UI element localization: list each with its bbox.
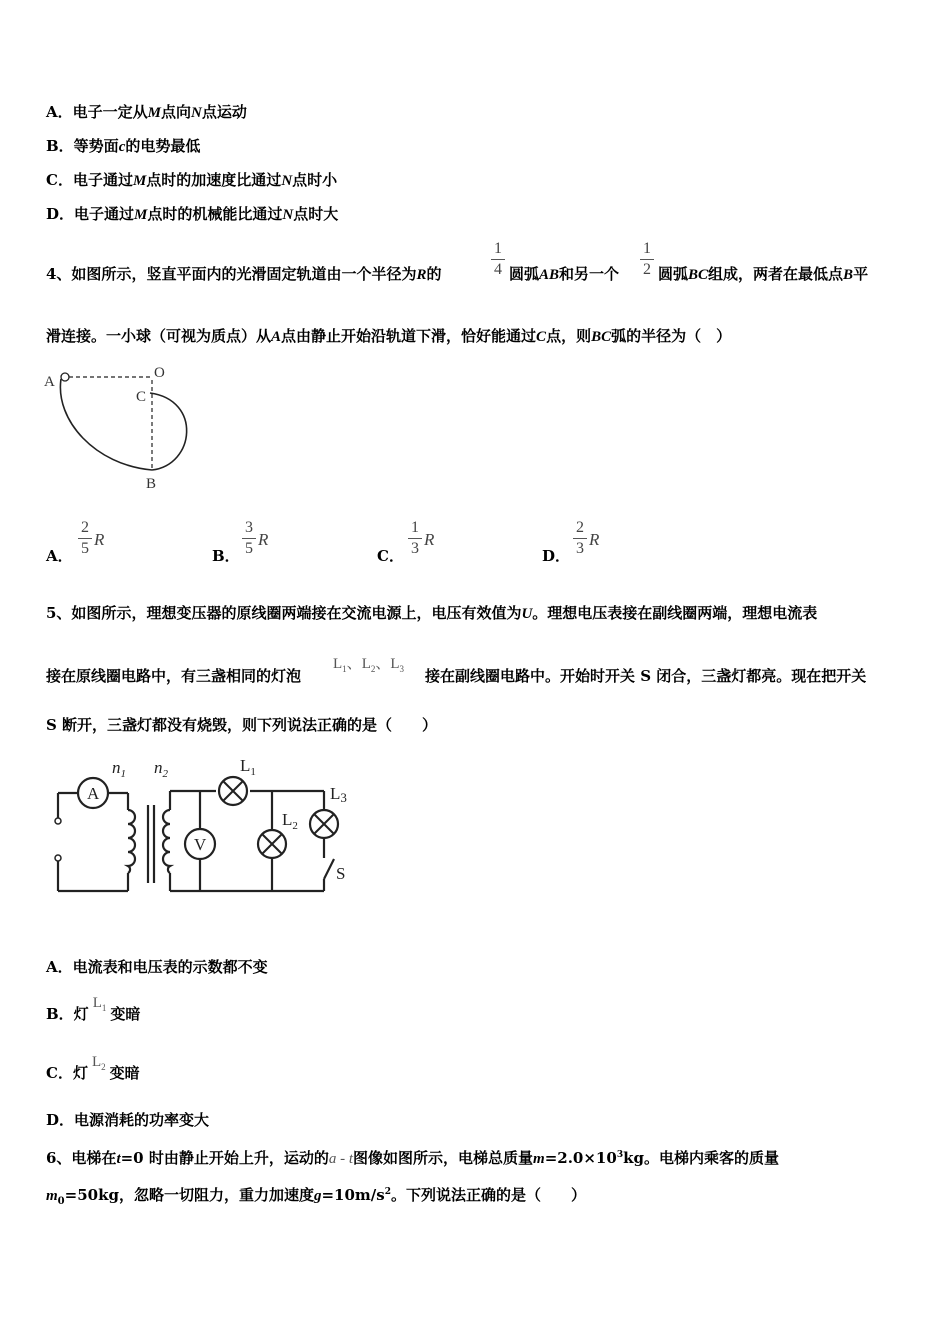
q5-lamp-l3: [310, 810, 338, 838]
q4-label-b: B: [146, 476, 157, 492]
q4-label-c: C: [136, 389, 147, 405]
q4-ball: [61, 373, 69, 381]
q5-option-d: D．电源消耗的功率变大: [46, 1111, 210, 1129]
q4-option-b-fraction: 3 5: [242, 519, 256, 558]
q5-lamp-l2: [258, 830, 286, 858]
q4-label-a: A: [44, 374, 55, 390]
q4-option-d-var: R: [589, 530, 600, 549]
q5-stem-line3: S 断开，三盏灯都没有烧毁，则下列说法正确的是（ ）: [46, 716, 438, 734]
q4-track-figure: [40, 360, 210, 495]
q5-option-c: C．灯$L_2$ 变暗: [46, 1054, 140, 1082]
q4-option-a-var: R: [94, 530, 105, 549]
q6-stem-line2: $m_0=50kg$，忽略一切阻力，重力加速度$g=10m/s^2$。下列说法正确的是（ ）: [46, 1186, 586, 1207]
q3-option-b: B．等势面c的电势最低: [46, 137, 201, 155]
q4-stem-line2: 滑连接。一小球（可视为质点）从A点由静止开始沿轨道下滑，恰好能通过C点，则BC弧的半径为（ ）: [46, 327, 732, 345]
q4-option-a-fraction: 2 5: [78, 519, 92, 558]
q4-label-o: O: [154, 365, 165, 381]
q5-circuit-figure: [44, 755, 364, 900]
q5-label-n1: $n_1$: [112, 758, 126, 780]
q4-fraction-half: 1 2: [640, 240, 654, 279]
q4-option-b-var: R: [258, 530, 269, 549]
q5-option-a: A．电流表和电压表的示数都不变: [46, 958, 268, 976]
q5-stem-line2-part2: 接在副线圈电路中。开始时开关 S 闭合，三盏灯都亮。现在把开关: [425, 667, 867, 685]
q5-lamp-l1: [219, 777, 247, 805]
q4-option-c-fraction: 1 3: [408, 519, 422, 558]
q4-option-c-label: C．: [377, 547, 404, 565]
q5-terminal-bottom: [55, 855, 61, 861]
q5-stem-line1: 5、如图所示，理想变压器的原线圈两端接在交流电源上，电压有效值为U。理想电压表接在副线圈两端，理想电流表: [46, 604, 818, 622]
q5-ammeter-label: A: [87, 784, 100, 803]
q5-voltmeter-label: V: [194, 835, 207, 854]
q5-label-l1: $L_1$: [240, 756, 256, 778]
q4-stem-line1-part3: 圆弧BC组成，两者在最低点B平: [658, 265, 869, 283]
q5-stem-line2-part1: 接在原线圈电路中，有三盏相同的灯泡: [46, 667, 302, 685]
q5-label-l3: L3: [330, 784, 347, 805]
q3-option-c: C．电子通过M点时的加速度比通过N点时小: [46, 171, 338, 189]
q4-option-d-label: D．: [542, 547, 571, 565]
q5-label-switch: S: [336, 864, 346, 883]
q4-stem-line1-part2: 圆弧AB和另一个: [509, 265, 620, 283]
q4-stem-line1-part1: 4、如图所示，竖直平面内的光滑固定轨道由一个半径为R的: [46, 265, 442, 283]
q4-option-a-label: A．: [46, 547, 73, 565]
q3-option-d: D．电子通过M点时的机械能比通过N点时大: [46, 205, 339, 223]
q5-terminal-top: [55, 818, 61, 824]
q5-option-b: B．灯$L_1$ 变暗: [46, 995, 141, 1023]
q4-fraction-quarter: 1 4: [491, 240, 505, 279]
q6-stem-line1: 6、电梯在t=0 时由静止开始上升，运动的a - t图像如图所示，电梯总质量$m=2.0\times 10^3kg$。电梯内乘客的质量: [46, 1149, 779, 1167]
q4-option-c-var: R: [424, 530, 435, 549]
q5-label-n2: $n_2$: [154, 758, 168, 780]
q3-option-a: A．电子一定从M点向N点运动: [46, 103, 247, 121]
q4-arc-bc: [150, 393, 187, 470]
q4-option-d-fraction: 2 3: [573, 519, 587, 558]
q5-label-l2: $L_2$: [282, 810, 298, 832]
q5-lamp-list: $L_1$、$L_2$、$L_3$: [333, 656, 405, 674]
q4-option-b-label: B．: [212, 547, 240, 565]
